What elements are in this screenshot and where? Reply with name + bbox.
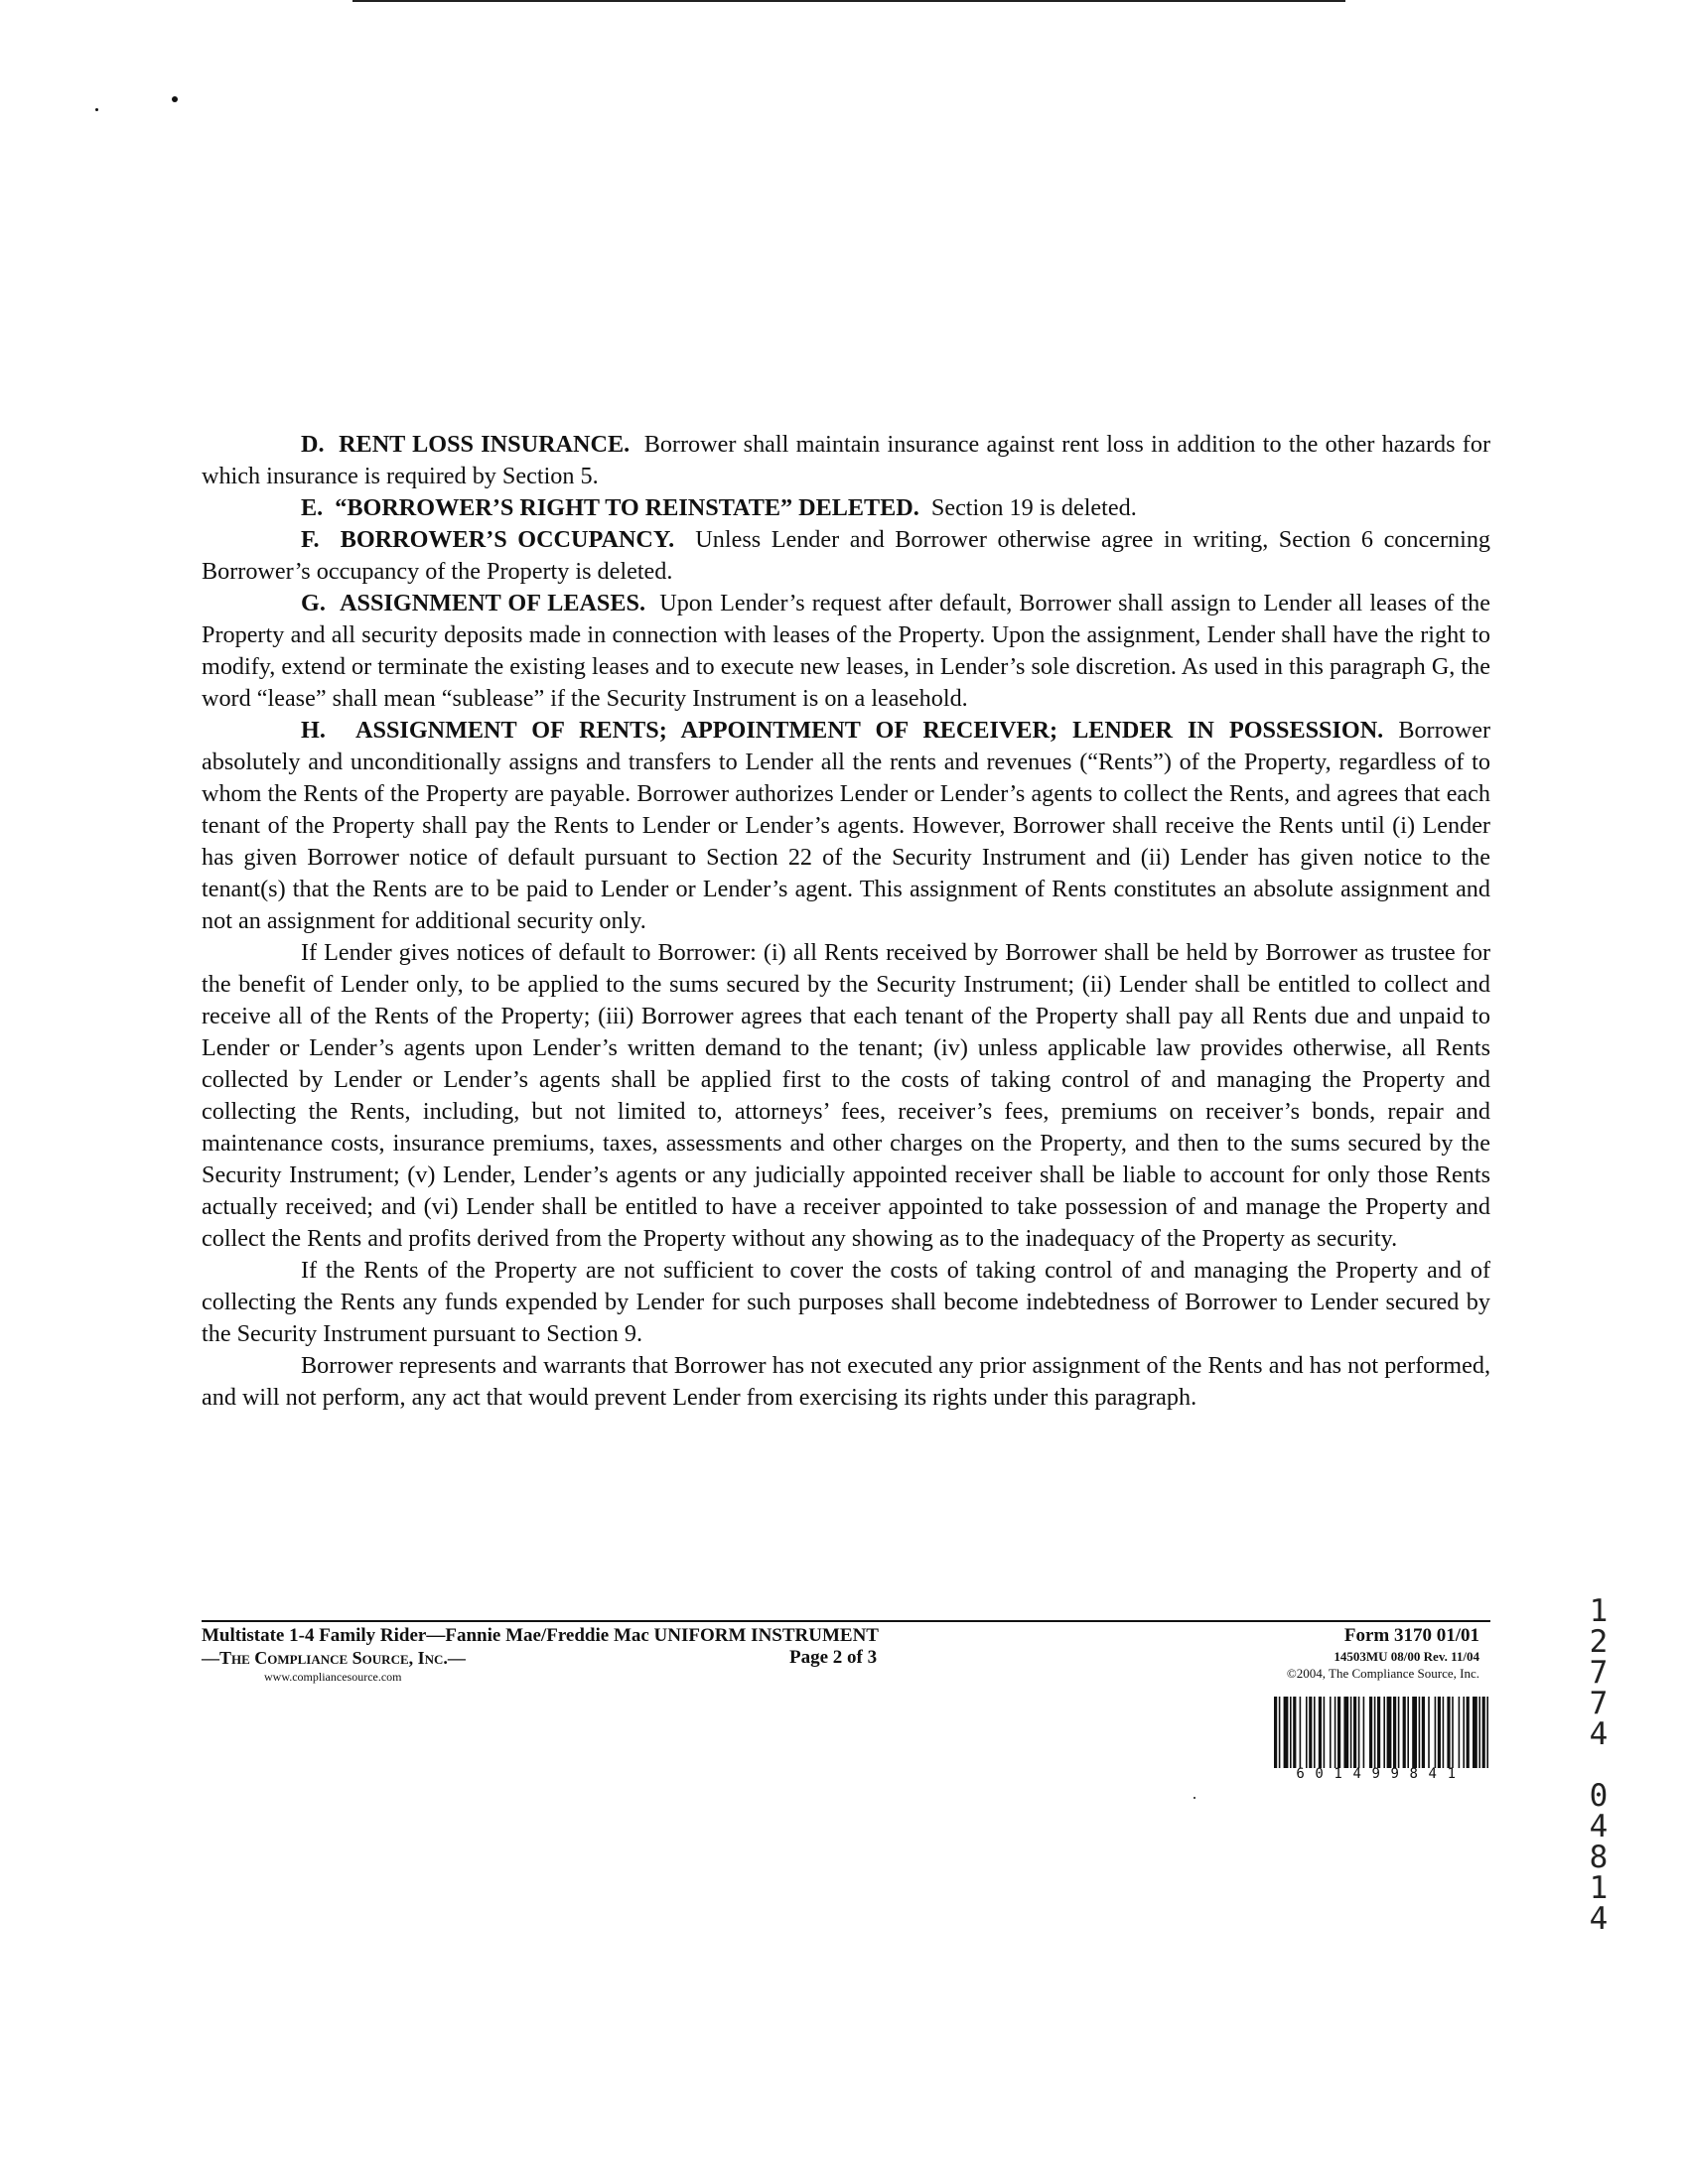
section-h-text: Borrower absolutely and unconditionally assigns and transfers to Lender all the rents and revenues (“Rents”) of the Property, regardless of to whom the Rents of the Property are payable. Borrower authorizes Lender or Lender’s agents to collect the Rents, and agrees that each tenant of the Property shall pay the Rents to Lender or Lender’s agents. However, Borrower shall receive the Rents until (i) Lender has given Borrower notice of default pursuant to Section 22 of the Security Instrument and (ii) Lender has given notice to the tenant(s) that the Rents are to be paid to Lender or Lender’s agent. This assignment of Rents constitutes an absolute assignment and not an assignment for additional security only. bbox=[202, 717, 1490, 934]
scan-speck bbox=[1194, 1797, 1195, 1799]
section-d-label: D. bbox=[301, 431, 325, 458]
section-f-label: F. bbox=[301, 526, 320, 553]
footer-left-block bbox=[202, 1625, 879, 1685]
section-g-text: Upon Lender’s request after default, Borrower shall assign to Lender all leases of the Property and all security deposits made in connection with leases of the Property. Upon the assignment, Lender shall have the right to modify, extend or terminate the existing leases and to execute new leases, in Lender’s sole discretion. As used in this paragraph G, the word “lease” shall mean “sublease” if the Security Instrument is on a leasehold. bbox=[202, 590, 1491, 712]
section-e-text: Section 19 is deleted. bbox=[930, 494, 1137, 521]
page-number: Page 2 of 3 bbox=[789, 1647, 878, 1668]
section-g-label: G. bbox=[301, 590, 326, 616]
stamp-digit: 2 bbox=[1589, 1624, 1609, 1660]
stamp-digit: 7 bbox=[1589, 1655, 1609, 1691]
form-revision-code: 14503MU 08/00 Rev. 11/04 bbox=[1334, 1649, 1479, 1664]
section-g bbox=[202, 588, 1490, 715]
section-d-heading: RENT LOSS INSURANCE. bbox=[339, 431, 631, 458]
stamp-digit: 8 bbox=[1589, 1840, 1609, 1875]
section-g-heading: ASSIGNMENT OF LEASES. bbox=[340, 590, 646, 616]
stamp-digit: 7 bbox=[1589, 1686, 1609, 1721]
section-h-heading: ASSIGNMENT OF RENTS; APPOINTMENT OF RECEIVER; LENDER IN POSSESSION. bbox=[355, 717, 1384, 744]
section-f-text: Unless Lender and Borrower otherwise agree in writing, Section 6 concerning Borrower’s occupancy of the Property is deleted. bbox=[202, 526, 1491, 585]
form-number: Form 3170 01/01 bbox=[1343, 1625, 1479, 1646]
top-border-line bbox=[352, 0, 1345, 2]
footer-form-title: Multistate 1-4 Family Rider—Fannie Mae/Freddie Mac UNIFORM INSTRUMENT bbox=[202, 1625, 879, 1646]
stamp-digit: 4 bbox=[1589, 1716, 1609, 1752]
section-e-heading: “BORROWER’S RIGHT TO REINSTATE” DELETED. bbox=[335, 494, 919, 521]
section-d bbox=[202, 429, 1490, 492]
footer-right-block bbox=[1172, 1625, 1479, 1682]
section-h-warranty-paragraph: Borrower represents and warrants that Borrower has not executed any prior assignment of the Rents and has not performed, and will not perform, any act that would prevent Lender from exercising its rights under this paragraph. bbox=[202, 1352, 1490, 1411]
scan-speck bbox=[95, 108, 98, 111]
section-h-label: H. bbox=[301, 717, 326, 744]
stamp-digit: 4 bbox=[1589, 1901, 1609, 1937]
section-f bbox=[202, 524, 1490, 588]
stamp-digit: 1 bbox=[1589, 1870, 1609, 1906]
section-h-insufficient-rents-paragraph: If the Rents of the Property are not sufficient to cover the costs of taking control of and managing the Property and of collecting the Rents any funds expended by Lender for such purposes shall become indebtedness of Borrower to Lender secured by the Security Instrument pursuant to Section 9. bbox=[202, 1257, 1490, 1347]
section-e bbox=[202, 492, 1490, 524]
stamp-digit: 1 bbox=[1589, 1593, 1609, 1629]
barcode-digits: 601499841 bbox=[1296, 1766, 1467, 1782]
footer-company-name: —The Compliance Source, Inc.— bbox=[202, 1648, 466, 1668]
rider-body bbox=[202, 429, 1490, 1414]
section-e-label: E. bbox=[301, 494, 324, 521]
form-copyright: ©2004, The Compliance Source, Inc. bbox=[1286, 1666, 1479, 1681]
scan-speck bbox=[172, 96, 178, 102]
section-f-heading: BORROWER’S OCCUPANCY. bbox=[340, 526, 675, 553]
recording-stamp bbox=[1584, 1593, 1614, 1937]
stamp-digit: 4 bbox=[1589, 1809, 1609, 1844]
footer-website: www.compliancesource.com bbox=[264, 1670, 402, 1684]
stamp-digit: 0 bbox=[1589, 1778, 1609, 1814]
stamp-gap bbox=[1584, 1750, 1614, 1781]
section-h-default-paragraph: If Lender gives notices of default to Borrower: (i) all Rents received by Borrower shall be held by Borrower as trustee for the benefit of Lender only, to be applied to the sums secured by the Security Instrument; (ii) Lender shall be entitled to collect and receive all of the Rents of the Property; (iii) Borrower agrees that each tenant of the Property shall pay all Rents due and unpaid to Lender or Lender’s agents upon Lender’s written demand to the tenant; (iv) unless applicable law provides otherwise, all Rents collected by Lender or Lender’s agents shall be applied first to the costs of taking control of and managing the Property and collecting the Rents, including, but not limited to, attorneys’ fees, receiver’s fees, premiums on receiver’s bonds, repair and maintenance costs, insurance premiums, taxes, assessments and other charges on the Property, and then to the sums secured by the Security Instrument; (v) Lender, Lender’s agents or any judicially appointed receiver shall be liable to account for only those Rents actually received; and (vi) Lender shall be entitled to have a receiver appointed to take possession of and manage the Property and collect the Rents and profits derived from the Property without any showing as to the inadequacy of the Property as security. bbox=[202, 939, 1490, 1252]
footer-divider bbox=[202, 1620, 1490, 1622]
barcode-icon bbox=[1274, 1697, 1488, 1768]
section-d-text: Borrower shall maintain insurance against rent loss in addition to the other hazards for which insurance is required by Section 5. bbox=[202, 431, 1491, 489]
section-h bbox=[202, 715, 1490, 937]
